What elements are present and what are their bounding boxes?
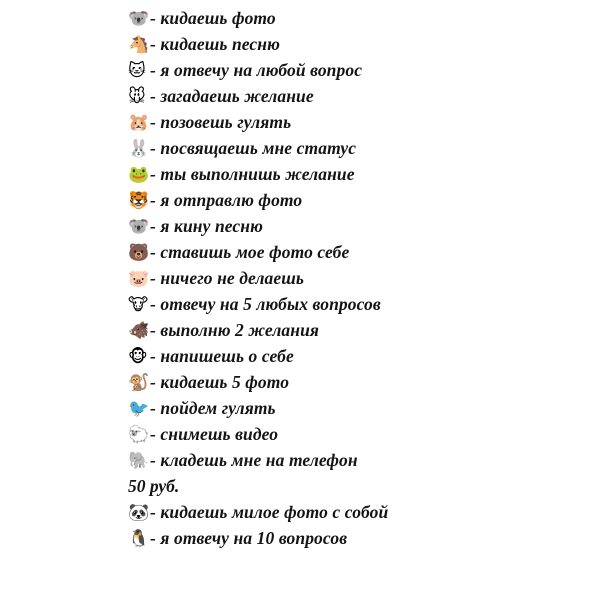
list-item-label: - отвечу на 5 любых вопросов <box>150 294 381 314</box>
list-item <box>128 318 558 344</box>
list-item-label: - пойдем гулять <box>150 398 276 418</box>
hamster-icon: 🐹 <box>128 113 150 133</box>
tiger-icon: 🐯 <box>128 191 150 211</box>
list-item <box>128 344 558 370</box>
list-item <box>128 396 558 422</box>
penguin-icon: 🐧 <box>128 529 150 549</box>
emoji-list <box>128 6 558 552</box>
list-item <box>128 500 558 526</box>
koala-icon: 🐨 <box>128 217 150 237</box>
mouse-icon: 🐭 <box>128 87 146 107</box>
list-item-label: - я отвечу на любой вопрос <box>150 60 363 80</box>
list-item-label: - посвящаешь мне статус <box>150 138 357 158</box>
list-item-label: - снимешь видео <box>150 424 279 444</box>
list-item-continuation <box>128 474 558 500</box>
sheep-icon: 🐑 <box>128 425 150 445</box>
boar-icon: 🐗 <box>128 321 150 341</box>
pig-icon: 🐷 <box>128 269 150 289</box>
list-item <box>128 110 558 136</box>
frog-icon: 🐸 <box>128 165 150 185</box>
list-item <box>128 84 558 110</box>
koala-icon: 🐨 <box>128 9 150 29</box>
list-item <box>128 214 558 240</box>
monkey-body-icon: 🐒 <box>128 373 150 393</box>
list-item-label: - выполню 2 желания <box>150 320 320 340</box>
list-item <box>128 240 558 266</box>
list-item <box>128 526 558 552</box>
list-item <box>128 136 558 162</box>
list-item <box>128 292 558 318</box>
list-item-label: - я отправлю фото <box>150 190 303 210</box>
list-item <box>128 32 558 58</box>
list-item-label: - кидаешь песню <box>150 34 280 54</box>
list-item-label-continuation: 50 руб. <box>128 476 180 496</box>
list-item-label: - кладешь мне на телефон <box>150 450 358 470</box>
list-item-label: - кидаешь 5 фото <box>150 372 290 392</box>
rabbit-icon: 🐰 <box>128 139 150 159</box>
list-item <box>128 266 558 292</box>
list-item <box>128 422 558 448</box>
list-item <box>128 6 558 32</box>
cow-icon: 🐮 <box>128 295 149 315</box>
list-item-label: - ничего не делаешь <box>150 268 305 288</box>
cat-icon: 🐱 <box>128 61 146 81</box>
list-item <box>128 188 558 214</box>
bird-icon: 🐦 <box>128 399 150 419</box>
list-item <box>128 162 558 188</box>
list-item <box>128 58 558 84</box>
list-item <box>128 448 558 474</box>
panda-icon: 🐼 <box>128 503 150 523</box>
bear-icon: 🐻 <box>128 243 150 263</box>
list-item-label: - кидаешь милое фото с собой <box>150 502 389 522</box>
list-item-label: - я кину песню <box>150 216 263 236</box>
list-item-label: - позовешь гулять <box>150 112 292 132</box>
list-item-label: - ставишь мое фото себе <box>150 242 350 262</box>
list-item <box>128 370 558 396</box>
list-item-label: - кидаешь фото <box>150 8 276 28</box>
elephant-icon: 🐘 <box>128 451 150 471</box>
horse-icon: 🐴 <box>128 35 150 55</box>
list-item-label: - я отвечу на 10 вопросов <box>150 528 348 548</box>
monkey-icon: 🐵 <box>128 347 148 367</box>
list-item-label: - ты выполнишь желание <box>150 164 355 184</box>
list-item-label: - загадаешь желание <box>150 86 314 106</box>
list-item-label: - напишешь о себе <box>150 346 294 366</box>
